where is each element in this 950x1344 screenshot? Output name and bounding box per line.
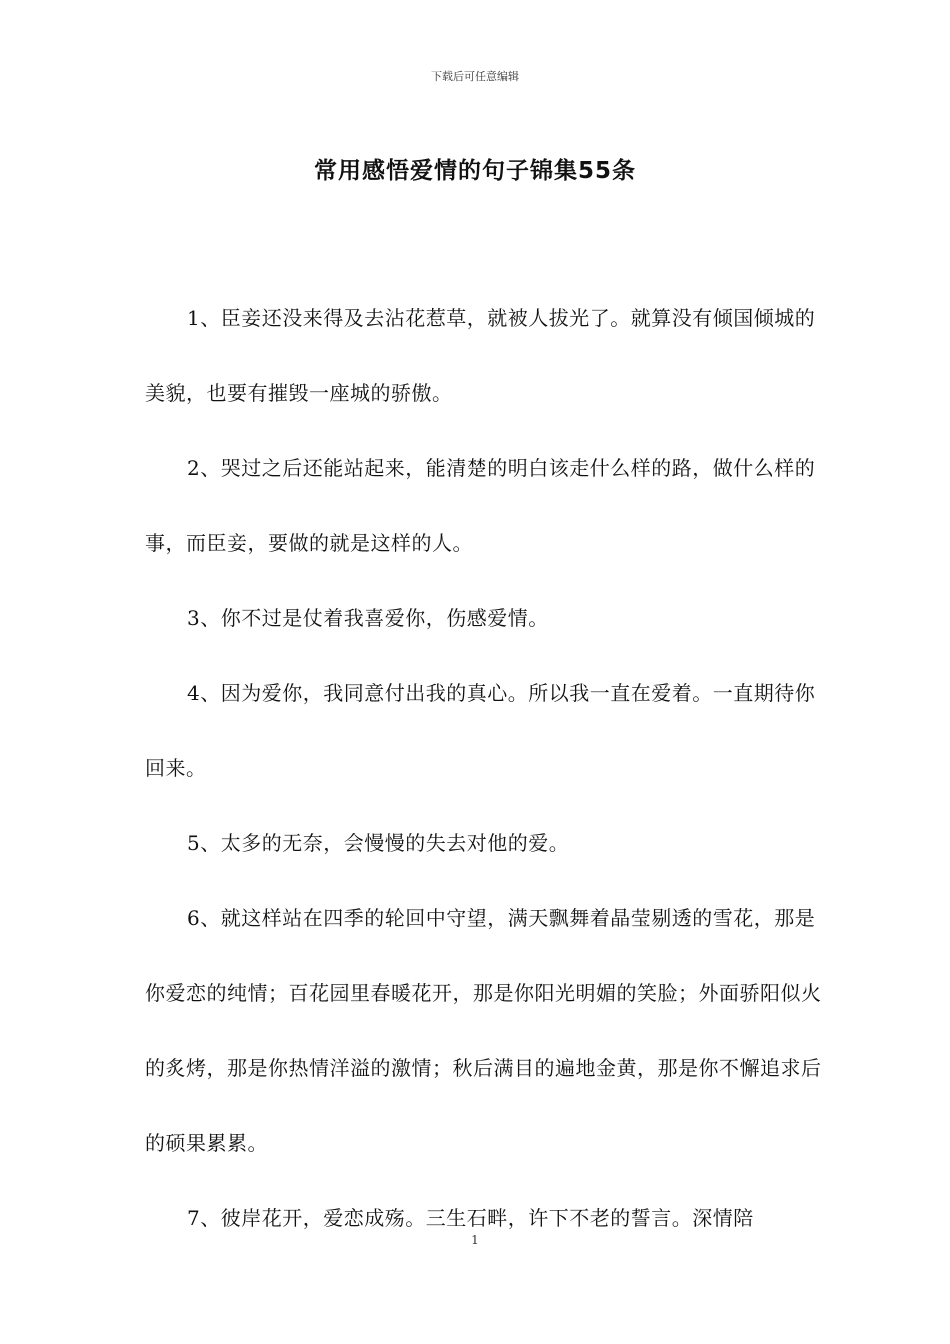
document-title: 常用感悟爱情的句子锦集55条 [313, 158, 636, 184]
paragraph-4 [145, 656, 825, 806]
paragraph-5 [145, 806, 825, 881]
paragraph-3 [145, 581, 825, 656]
header-note: 下载后可任意编辑 [431, 70, 519, 83]
paragraph-number: 5、 [187, 831, 221, 855]
paragraph-text: 臣妾还没来得及去沾花惹草，就被人拔光了。就算没有倾国倾城的美貌，也要有摧毁一座城的骄傲。 [145, 306, 816, 405]
paragraph-number: 7、 [187, 1206, 221, 1230]
document-body [145, 281, 825, 1256]
paragraph-number: 2、 [187, 456, 221, 480]
paragraph-number: 4、 [187, 681, 221, 705]
paragraph-text: 太多的无奈，会慢慢的失去对他的爱。 [220, 831, 570, 855]
paragraph-text: 就这样站在四季的轮回中守望，满天飘舞着晶莹剔透的雪花，那是你爱恋的纯情；百花园里春暖花开，那是你阳光明媚的笑脸；外面骄阳似火的炙烤，那是你热情洋溢的激情；秋后满目的遍地金黄，那是你不懈追求后的硕果累累。 [145, 906, 822, 1155]
paragraph-2 [145, 431, 825, 581]
page-number: 1 [471, 1233, 479, 1247]
paragraph-text: 你不过是仗着我喜爱你，伤感爱情。 [220, 606, 549, 630]
paragraph-number: 3、 [187, 606, 221, 630]
paragraph-number: 6、 [187, 906, 221, 930]
paragraph-6 [145, 881, 825, 1181]
paragraph-text: 哭过之后还能站起来，能清楚的明白该走什么样的路，做什么样的事，而臣妾，要做的就是这样的人。 [145, 456, 816, 555]
paragraph-1 [145, 281, 825, 431]
paragraph-text: 因为爱你，我同意付出我的真心。所以我一直在爱着。一直期待你回来。 [145, 681, 816, 780]
paragraph-text: 彼岸花开，爱恋成殇。三生石畔，许下不老的誓言。深情陪 [220, 1206, 754, 1230]
paragraph-number: 1、 [187, 306, 221, 330]
